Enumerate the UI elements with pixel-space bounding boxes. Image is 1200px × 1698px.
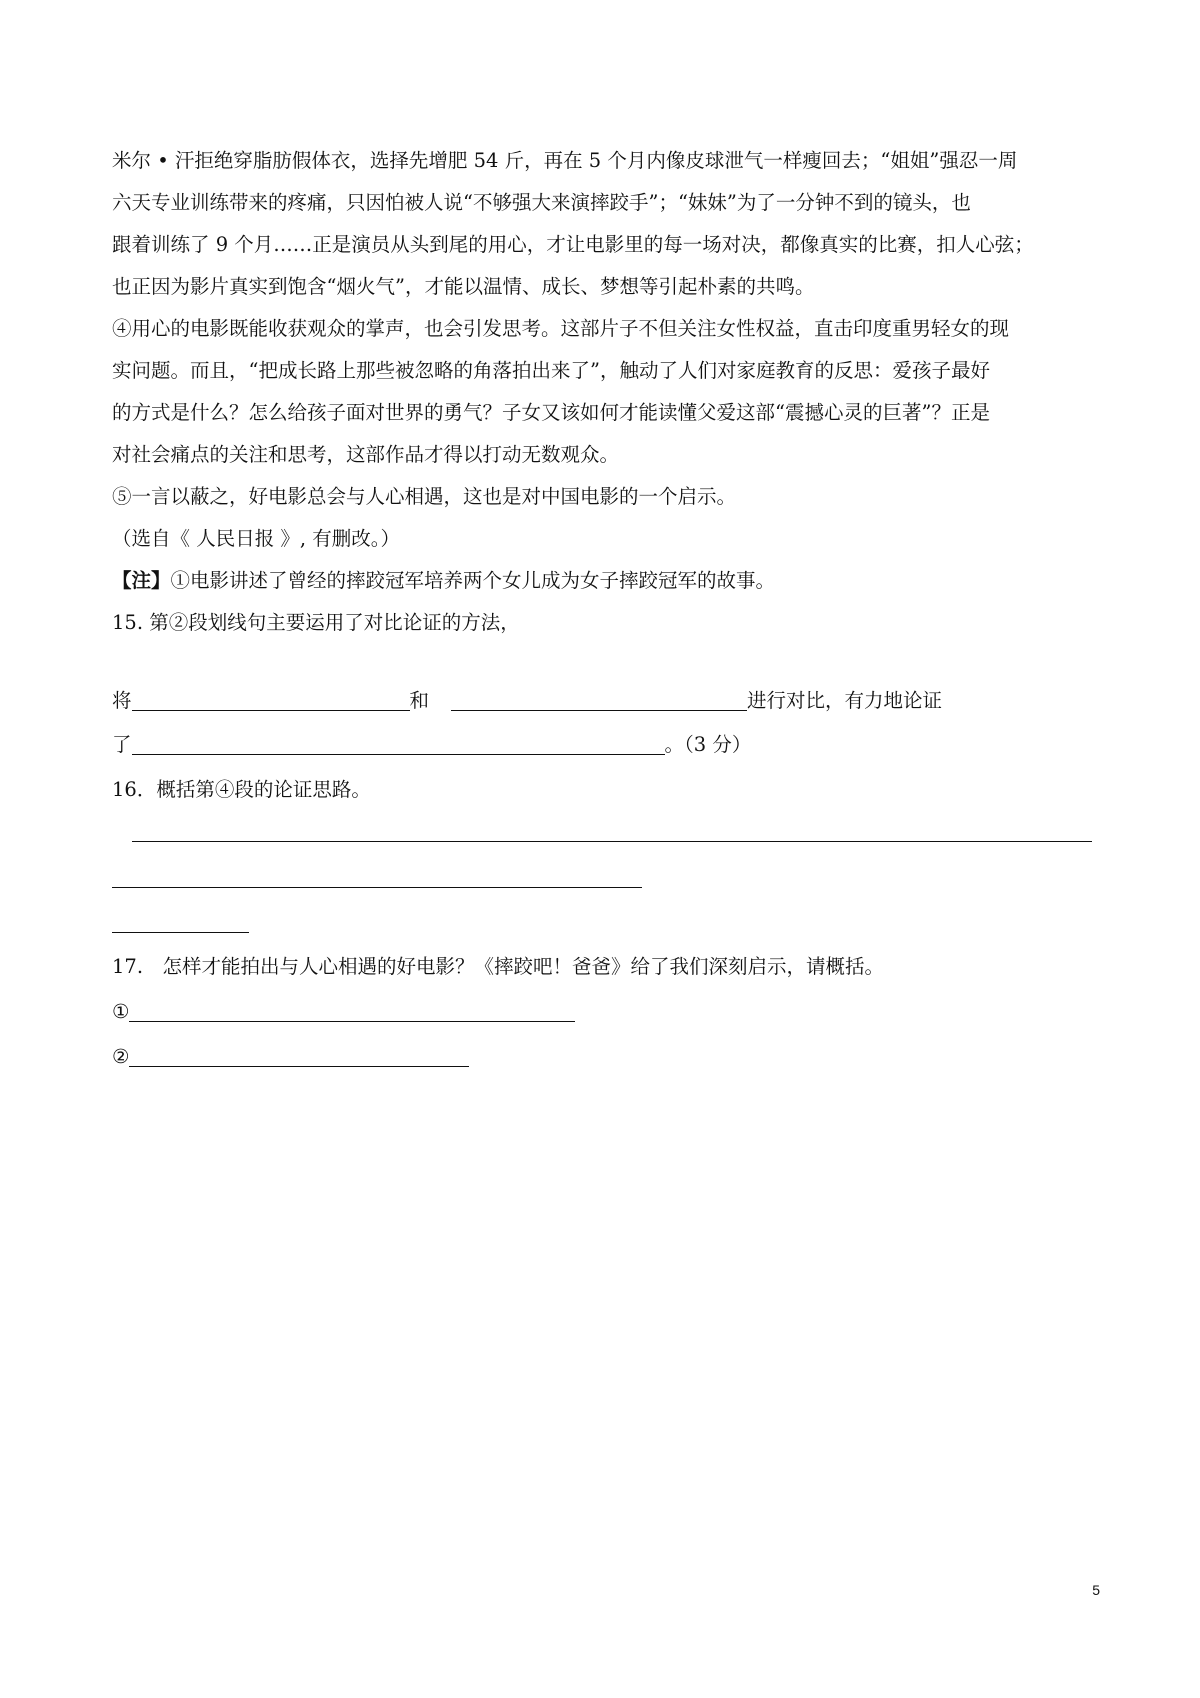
paragraph-3-line-1 xyxy=(112,139,1092,183)
note-label: 【注】 xyxy=(112,569,171,592)
paragraph-3-line-4 xyxy=(112,265,1092,309)
text: 对社会痛点的关注和思考，这部作品才得以打动无数观众。 xyxy=(112,443,620,466)
paragraph-4-line-3 xyxy=(112,391,1092,435)
text: 进行对比，有力地论证 xyxy=(747,689,943,712)
question-16-stem xyxy=(112,768,1092,812)
text: 。（3 分） xyxy=(664,733,752,756)
question-17-answer-2 xyxy=(112,1035,1092,1079)
footnote xyxy=(112,559,1092,603)
text: 将 xyxy=(112,689,132,712)
answer-blank-1[interactable] xyxy=(132,686,410,711)
answer-blank-2[interactable] xyxy=(451,686,747,711)
text: 实问题。而且，“把成长路上那些被忽略的角落拍出来了”，触动了人们对家庭教育的反思：爱孩子最好 xyxy=(112,359,990,382)
answer-line-3[interactable] xyxy=(112,932,249,933)
answer-line-2[interactable] xyxy=(112,887,642,888)
page-number: 5 xyxy=(1092,1582,1100,1598)
answer-line-1[interactable] xyxy=(132,841,1092,842)
text: 了 xyxy=(112,733,132,756)
text: ② xyxy=(112,1045,130,1068)
text: 跟着训练了 9 个月……正是演员从头到尾的用心，才让电影里的每一场对决，都像真实的比赛，扣人心弦； xyxy=(112,233,1034,256)
question-15-fill-line-2 xyxy=(112,723,1092,767)
question-17-answer-1 xyxy=(112,990,1092,1034)
text: ① xyxy=(112,1000,130,1023)
paragraph-3-line-2 xyxy=(112,181,1092,225)
text: 六天专业训练带来的疼痛，只因怕被人说“不够强大来演摔跤手”；“妹妹”为了一分钟不到的镜头，也 xyxy=(112,191,971,214)
paragraph-5 xyxy=(112,475,1092,519)
question-15-stem xyxy=(112,601,1092,645)
paragraph-4-line-2 xyxy=(112,349,1092,393)
answer-blank-5[interactable] xyxy=(129,1042,469,1067)
text: ⑤一言以蔽之，好电影总会与人心相遇，这也是对中国电影的一个启示。 xyxy=(112,485,737,508)
text: 16．概括第④段的论证思路。 xyxy=(112,778,371,801)
note-text: ①电影讲述了曾经的摔跤冠军培养两个女儿成为女子摔跤冠军的故事。 xyxy=(170,569,776,592)
paragraph-3-line-3 xyxy=(112,223,1092,267)
text: 和 xyxy=(409,689,430,712)
text: 17. 怎样才能拍出与人心相遇的好电影？《摔跤吧！爸爸》给了我们深刻启示，请概括。 xyxy=(112,955,885,978)
text: （选自《 人民日报 》, 有删改。） xyxy=(112,527,401,550)
answer-blank-4[interactable] xyxy=(129,997,575,1022)
text: 也正因为影片真实到饱含“烟火气”，才能以温情、成长、梦想等引起朴素的共鸣。 xyxy=(112,275,815,298)
answer-blank-3[interactable] xyxy=(132,730,665,755)
text: 15. 第②段划线句主要运用了对比论证的方法， xyxy=(112,611,520,634)
question-15-fill-line-1 xyxy=(112,679,1092,723)
paragraph-4-line-1 xyxy=(112,307,1092,351)
text: 的方式是什么？怎么给孩子面对世界的勇气？子女又该如何才能读懂父爱这部“震撼心灵的巨著”？正是 xyxy=(112,401,990,424)
question-17-stem xyxy=(112,945,1092,989)
text: ④用心的电影既能收获观众的掌声，也会引发思考。这部片子不但关注女性权益，直击印度重男轻女的现 xyxy=(112,317,1010,340)
paragraph-4-line-4 xyxy=(112,433,1092,477)
text: 米尔 • 汗拒绝穿脂肪假体衣，选择先增肥 54 斤，再在 5 个月内像皮球泄气一样瘦回去；“姐姐”强忍一周 xyxy=(112,149,1018,172)
source-citation xyxy=(112,517,1092,561)
